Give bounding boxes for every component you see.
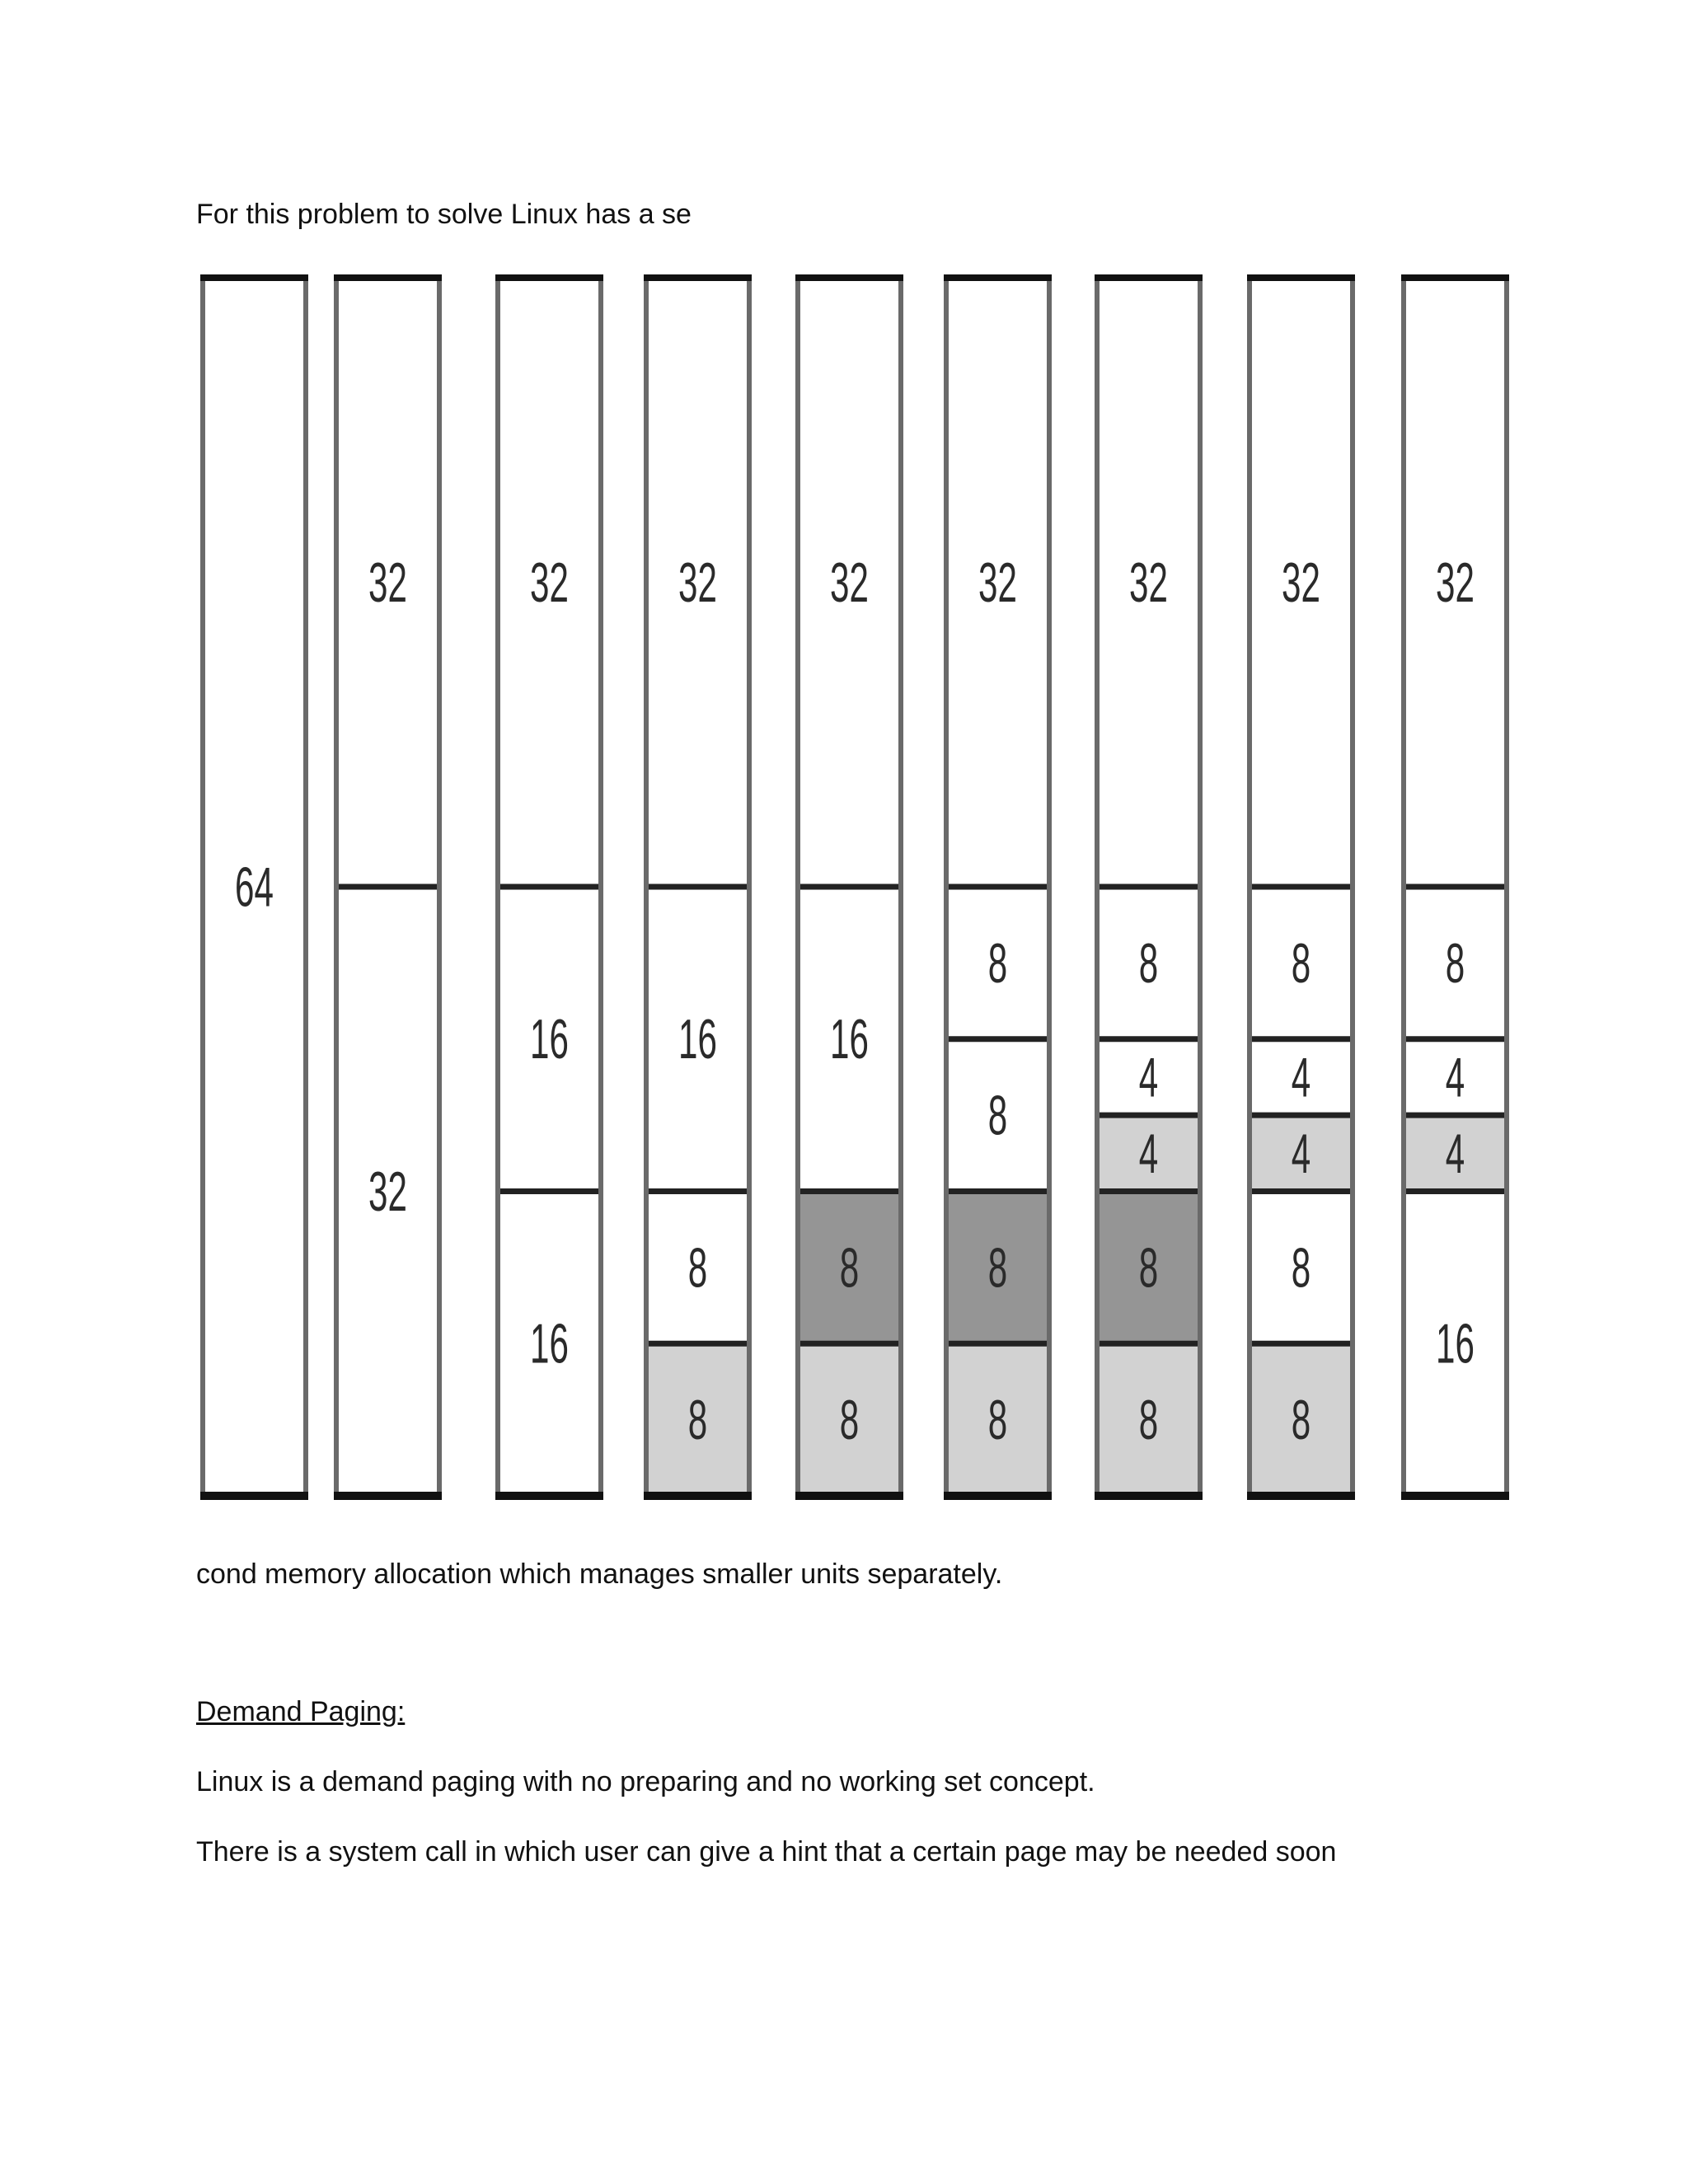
block-size-label: 32 [978, 551, 1017, 614]
intro-text: For this problem to solve Linux has a se [196, 199, 692, 230]
block-size-label: 32 [1129, 551, 1168, 614]
memory-column-1 [200, 278, 308, 1496]
memory-column-9 [1401, 278, 1509, 1496]
memory-column-8 [1247, 278, 1355, 1496]
memory-column-2 [334, 278, 442, 1496]
memory-column-4 [644, 278, 752, 1496]
block-size-label: 16 [530, 1312, 569, 1376]
block-size-label: 8 [839, 1388, 860, 1451]
block-size-label: 8 [687, 1236, 708, 1299]
block-size-label: 8 [987, 1388, 1008, 1451]
block-size-label: 64 [235, 855, 274, 918]
block-size-label: 16 [1436, 1312, 1475, 1376]
block-size-label: 8 [1138, 1388, 1159, 1451]
block-size-label: 32 [530, 551, 569, 614]
block-size-label: 8 [1138, 931, 1159, 995]
paragraph-2: There is a system call in which user can give a hint that a certain page may be needed soon [196, 1836, 1337, 1868]
block-size-label: 32 [1282, 551, 1320, 614]
buddy-allocation-figure [196, 268, 1515, 1508]
block-size-label: 8 [839, 1236, 860, 1299]
block-size-label: 32 [368, 1160, 407, 1223]
block-size-label: 16 [830, 1007, 869, 1071]
block-size-label: 32 [678, 551, 717, 614]
block-size-label: 4 [1445, 1046, 1465, 1108]
block-size-label: 8 [1445, 931, 1465, 995]
memory-column-6 [944, 278, 1052, 1496]
block-size-label: 8 [687, 1388, 708, 1451]
block-size-label: 32 [830, 551, 869, 614]
block-size-label: 8 [1291, 931, 1311, 995]
block-size-label: 8 [1291, 1388, 1311, 1451]
continuation-text: cond memory allocation which manages smaller units separately. [196, 1558, 1003, 1590]
block-size-label: 16 [678, 1007, 717, 1071]
memory-column-5 [795, 278, 903, 1496]
block-size-label: 4 [1291, 1122, 1311, 1185]
section-heading: Demand Paging: [196, 1696, 406, 1727]
paragraph-1: Linux is a demand paging with no preparing and no working set concept. [196, 1766, 1095, 1797]
block-size-label: 8 [987, 1084, 1008, 1146]
block-size-label: 8 [987, 931, 1008, 995]
block-size-label: 32 [368, 551, 407, 614]
block-size-label: 8 [1291, 1236, 1311, 1299]
block-size-label: 8 [1138, 1236, 1159, 1299]
block-size-label: 16 [530, 1007, 569, 1071]
block-size-label: 4 [1445, 1122, 1465, 1185]
block-size-label: 4 [1291, 1046, 1311, 1108]
block-size-label: 4 [1138, 1046, 1159, 1108]
block-size-label: 32 [1436, 551, 1475, 614]
block-size-label: 4 [1138, 1122, 1159, 1185]
block-size-label: 8 [987, 1236, 1008, 1299]
memory-column-7 [1095, 278, 1203, 1496]
memory-column-3 [495, 278, 603, 1496]
